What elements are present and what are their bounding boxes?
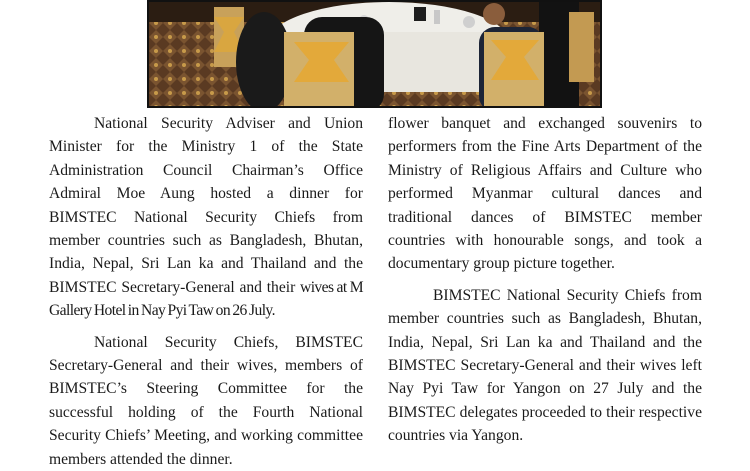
article-paragraph-left-1-text: National Security Adviser and Union Minister for the Ministry 1 of the State Administration Council Chairman’s Office Admiral Moe Aung hosted a dinner for BIMSTEC National Security Chiefs from member countries such as Bangladesh, Bhutan, India, Nepal, Sri Lan ka and Thailand and the BIMSTEC Secretary-General and their bbox=[49, 115, 363, 296]
article-paragraph-left-1-tail: wives at M Gallery Hotel in Nay Pyi Taw on 26 July. bbox=[49, 278, 363, 320]
article-paragraph-right-2: BIMSTEC National Security Chiefs from member countries such as Bangladesh, Bhutan, India, Nepal, Sri Lan ka and Thailand and the BIMSTEC Secretary-General and their wives left Nay Pyi Taw for Yangon on 27 July and the BIMSTEC delegates proceeded to their respective countries via Yangon. bbox=[388, 286, 702, 445]
article-paragraph-right-1: flower banquet and exchanged souvenirs to performers from the Fine Arts Department of the Ministry of Religious Affairs and Culture who performed Myanmar cultural dances and traditional dances of BIMSTEC member countries with honourable songs, and took a documentary group picture together. bbox=[388, 115, 702, 273]
article-paragraph-left-1 bbox=[49, 112, 363, 323]
article-column-right bbox=[388, 112, 702, 448]
banquet-photo bbox=[147, 0, 602, 108]
banquet-photo-illustration bbox=[149, 2, 600, 106]
article-column-left bbox=[49, 112, 363, 471]
article-paragraph-left-2: National Security Chiefs, BIMSTEC Secretary-General and their wives, members of BIMSTEC’s Steering Committee for the successful holding of the Fourth National Security Chiefs’ Meeting, and working committee members attended the dinner. bbox=[49, 333, 363, 468]
